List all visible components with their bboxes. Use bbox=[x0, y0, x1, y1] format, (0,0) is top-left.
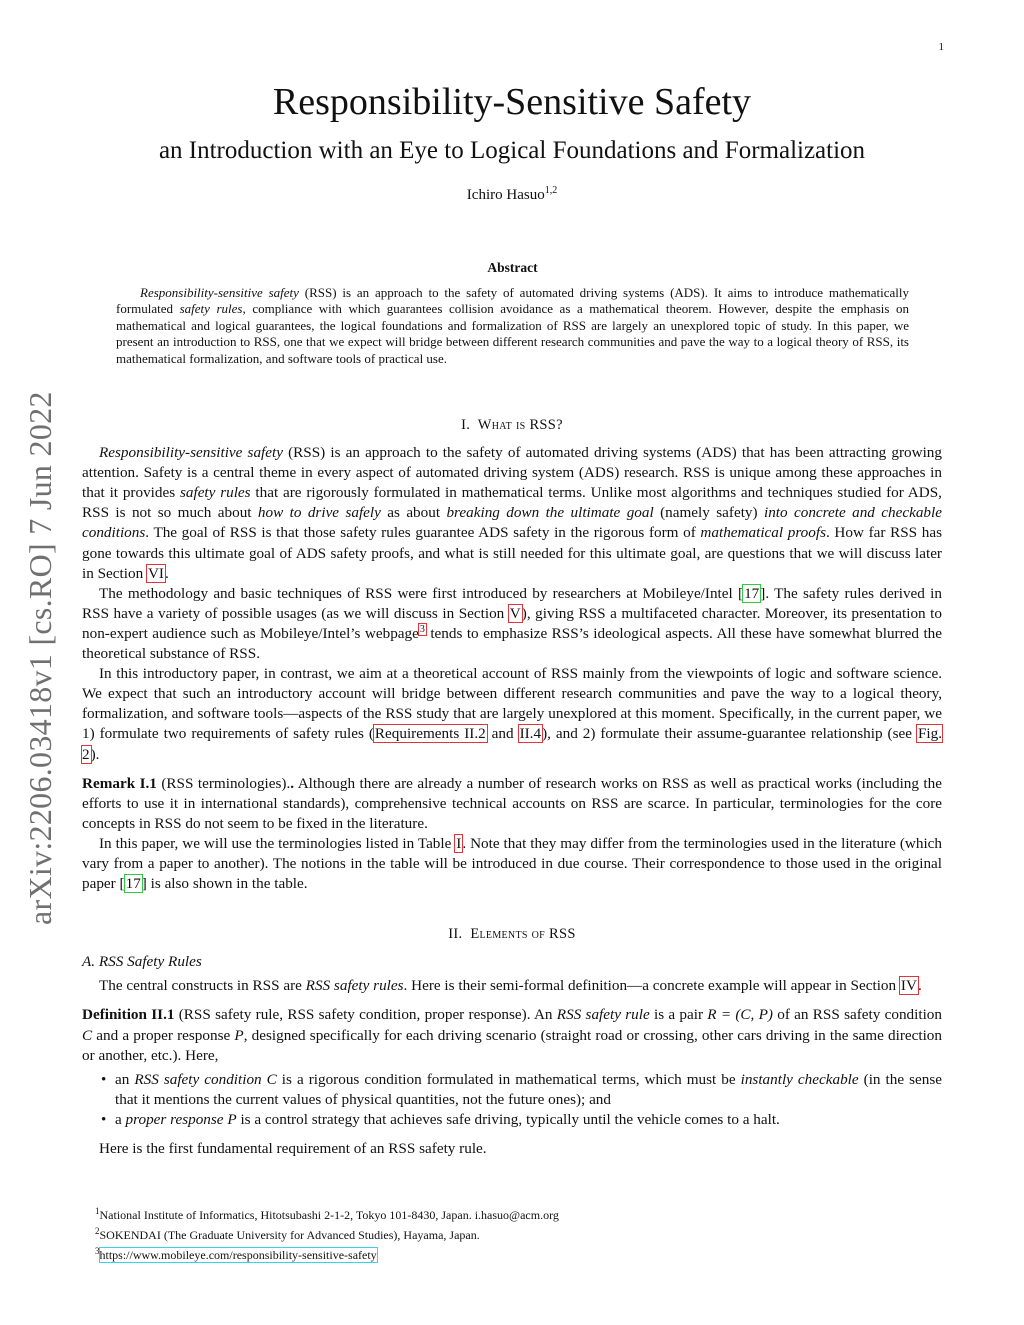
abstract-text: Responsibility-sensitive safety (RSS) is an approach to the safety of automated driving systems (ADS). It aims to introduce mathematically formulated safety rules, compliance with which guarantees collision avoidance as a mathematical theorem. However, despite the emphasis on mathematical and logical guarantees, the logical foundations and formalization of RSS are largely an unexplored topic of study. In this paper, we present an introduction to RSS, one that we expect will bridge between different research communities and pave the way to a logical theory of RSS, its mathematical formalization, and software tools of practical use. bbox=[116, 284, 909, 366]
footnote-url-link[interactable]: https://www.mobileye.com/responsibility-sensitive-safety bbox=[99, 1248, 377, 1262]
section-link-vi[interactable]: VI bbox=[147, 564, 164, 582]
abstract-heading: Abstract bbox=[487, 260, 538, 275]
footnote-3: $^3$https://www.mobileye.com/responsibility-sensitive-safety bbox=[95, 1246, 377, 1262]
requirement-link-ii-2[interactable]: Requirements II.2 bbox=[374, 725, 486, 743]
footnote-2: $^2$SOKENDAI (The Graduate University for Advanced Studies), Hayama, Japan. bbox=[95, 1226, 480, 1242]
list-item: • an RSS safety condition C is a rigorous condition formulated in mathematical terms, which must be instantly checkable (in the sense that it mentions the current values of physical quantities, not the future ones); and bbox=[82, 1070, 942, 1110]
paragraph: Here is the first fundamental requirement of an RSS safety rule. bbox=[99, 1140, 487, 1157]
paragraph: The central constructs in RSS are RSS safety rules. Here is their semi-formal definition—a concrete example will appear in Section IV. bbox=[99, 977, 922, 995]
abstract bbox=[116, 260, 909, 368]
paragraph: The methodology and basic techniques of RSS were first introduced by researchers at Mobileye/Intel [17]. The safety rules derived in RSS have a variety of possible usages (as we will discuss in Section V), giving RSS a multifaceted character. Moreover, its presentation to non-expert audience such as Mobileye/Intel’s webpage$^3$ tends to emphasize RSS’s ideological aspects. All these have somewhat blurred the theoretical substance of RSS. bbox=[82, 584, 942, 663]
paper-title: Responsibility-Sensitive Safety bbox=[272, 81, 752, 123]
definition: Definition II.1 (RSS safety rule, RSS safety condition, proper response). An RSS safety rule is a pair R = (C, P) of an RSS safety condition C and a proper response P, designed specifically for each driving scenario (straight road or crossing, other cars driving in the same direction or another, etc.). Here, bbox=[82, 1006, 942, 1064]
list-item: • a proper response P is a control strategy that achieves safe driving, typically until the vehicle comes to a halt. bbox=[82, 1110, 942, 1130]
footnotes bbox=[95, 1203, 559, 1263]
table-link-i[interactable]: I bbox=[456, 834, 462, 852]
paragraph: In this paper, we will use the terminologies listed in Table I. Note that they may differ from the terminologies used in the literature (which vary from a paper to another). The notions in the table will be introduced in due course. Their correspondence to those used in the original paper [17] is also shown in the table. bbox=[82, 834, 943, 893]
footnote-1: $^1$National Institute of Informatics, Hitotsubashi 2-1-2, Tokyo 101-8430, Japan. i.hasuo@acm.org bbox=[95, 1206, 559, 1222]
citation-link-17[interactable]: 17 bbox=[125, 875, 141, 893]
section-heading-1: I. What is RSS? bbox=[461, 417, 563, 433]
page-number: 1 bbox=[938, 41, 944, 53]
paper-subtitle: an Introduction with an Eye to Logical Foundations and Formalization bbox=[158, 137, 866, 164]
section-link-iv[interactable]: IV bbox=[900, 977, 917, 995]
paragraph: In this introductory paper, in contrast, we aim at a theoretical account of RSS mainly from the viewpoints of logic and software science. We expect that such an introductory account will bridge between different research communities and pave the way to a logical theory, formalization, and software tools—aspects of the RSS study that are largely unexplored at this moment. Specifically, in the current paper, we 1) formulate two requirements of safety rules (Requirements II.2 and II.4), and 2) formulate their assume-guarantee relationship (see Fig. 2). bbox=[82, 665, 942, 763]
definition-list bbox=[82, 1070, 942, 1130]
section-link-v[interactable]: V bbox=[509, 604, 521, 622]
body-text bbox=[82, 415, 942, 1159]
footnote-link-3[interactable]: 3 bbox=[419, 623, 425, 635]
author-affiliation-marks: 1,2 bbox=[544, 185, 558, 196]
author-line bbox=[0, 185, 1024, 204]
arxiv-stamp: arXiv:2206.03418v1 [cs.RO] 7 Jun 2022 bbox=[22, 391, 58, 925]
citation-link-17[interactable]: 17 bbox=[744, 584, 760, 602]
requirement-link-ii-4[interactable]: II.4 bbox=[519, 725, 542, 743]
figure-link-2[interactable]: Fig. 2 bbox=[82, 725, 942, 763]
paragraph: Responsibility-sensitive safety (RSS) is an approach to the safety of automated driving systems (ADS) that has been attracting growing attention. Safety is a central theme in every aspect of automated driving system (ADS) research. RSS is unique among these approaches in that it provides safety rules that are rigorously formulated in mathematical terms. Unlike most algorithms and techniques studied for ADS, RSS is not so much about how to drive safely as about breaking down the ultimate goal (namely safety) into concrete and checkable conditions. The goal of RSS is that those safety rules guarantee ADS safety in the rigorous form of mathematical proofs. How far RSS has gone towards this ultimate goal of ADS safety proofs, and what is still needed for this ultimate goal, are questions that we will discuss later in Section VI. bbox=[82, 444, 942, 582]
subsection-heading: A. RSS Safety Rules bbox=[82, 953, 202, 971]
author-name: Ichiro Hasuo bbox=[466, 187, 545, 203]
remark: Remark I.1 (RSS terminologies).. Although there are already a number of research works on RSS as well as practical works (including the efforts to use it in international standards), comprehensive technical accounts on RSS are scarce. In particular, terminologies for the core concepts in RSS do not seem to be fixed in the literature. bbox=[82, 774, 942, 832]
section-heading-2: II. Elements of RSS bbox=[448, 926, 576, 943]
